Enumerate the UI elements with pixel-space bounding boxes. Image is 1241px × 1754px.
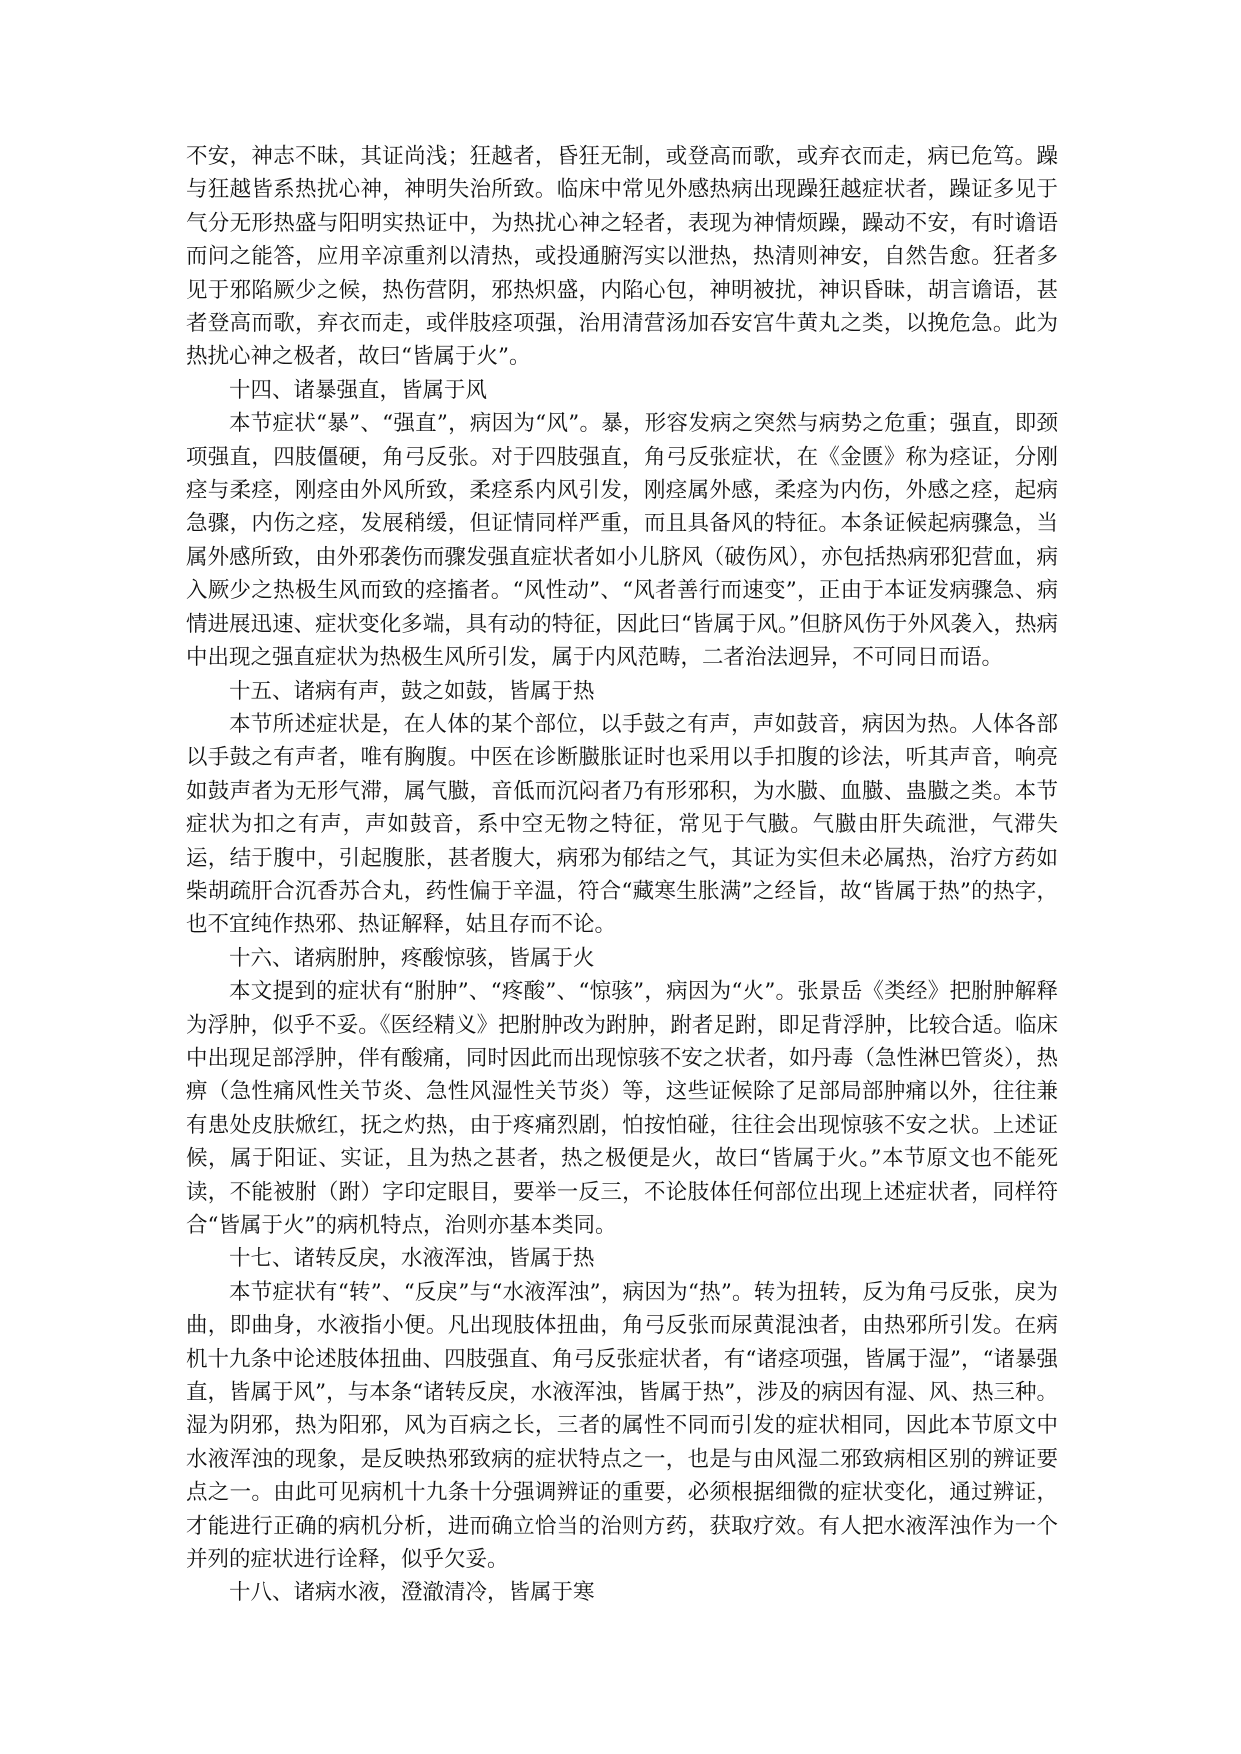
section-heading-17: 十七、诸转反戾，水液浑浊，皆属于热 xyxy=(229,1246,595,1272)
section-heading-14: 十四、诸暴强直，皆属于风 xyxy=(229,377,488,403)
section-heading-16: 十六、诸病胕肿，疼酸惊骇，皆属于火 xyxy=(229,945,595,971)
document-page xyxy=(186,140,1058,1610)
paragraph-section-17: 本节症状有“转”、“反戾”与“水液浑浊”，病因为“热”。转为扭转，反为角弓反张，戾为曲，即曲身，水液指小便。凡出现肢体扭曲，角弓反张而尿黄混浊者，由热邪所引发。在病机十九条中论述肢体扭曲、四肢强直、角弓反张症状者，有“诸痉项强，皆属于湿”，“诸暴强直，皆属于风”，与本条“诸转反戾，水液浑浊，皆属于热”，涉及的病因有湿、风、热三种。湿为阴邪，热为阳邪，风为百病之长，三者的属性不同而引发的症状相同，因此本节原文中水液浑浊的现象，是反映热邪致病的症状特点之一，也是与由风湿二邪致病相区别的辨证要点之一。由此可见病机十九条十分强调辨证的重要，必须根据细微的症状变化，通过辨证，才能进行正确的病机分析，进而确立恰当的治则方药，获取疗效。有人把水液浑浊作为一个并列的症状进行诠释，似乎欠妥。 xyxy=(186,1279,1058,1573)
paragraph-continuation: 不安，神志不昧，其证尚浅；狂越者，昏狂无制，或登高而歌，或弃衣而走，病已危笃。躁与狂越皆系热扰心神，神明失治所致。临床中常见外感热病出现躁狂越症状者，躁证多见于气分无形热盛与阳明实热证中，为热扰心神之轻者，表现为神情烦躁，躁动不安，有时谵语而问之能答，应用辛凉重剂以清热，或投通腑泻实以泄热，热清则神安，自然告愈。狂者多见于邪陷厥少之候，热伤营阴，邪热炽盛，内陷心包，神明被扰，神识昏昧，胡言谵语，甚者登高而歌，弃衣而走，或伴肢痉项强，治用清营汤加吞安宫牛黄丸之类，以挽危急。此为热扰心神之极者，故曰“皆属于火”。 xyxy=(186,144,1058,370)
paragraph-section-15: 本节所述症状是，在人体的某个部位，以手鼓之有声，声如鼓音，病因为热。人体各部以手鼓之有声者，唯有胸腹。中医在诊断臌胀证时也采用以手扣腹的诊法，听其声音，响亮如鼓声者为无形气滞，属气臌，音低而沉闷者乃有形邪积，为水臌、血臌、蛊臌之类。本节症状为扣之有声，声如鼓音，系中空无物之特征，常见于气臌。气臌由肝失疏泄，气滞失运，结于腹中，引起腹胀，甚者腹大，病邪为郁结之气，其证为实但未必属热，治疗方药如柴胡疏肝合沉香苏合丸，药性偏于辛温，符合“藏寒生胀满”之经旨，故“皆属于热”的热字，也不宜纯作热邪、热证解释，姑且存而不论。 xyxy=(186,711,1058,938)
paragraph-section-16: 本文提到的症状有“胕肿”、“疼酸”、“惊骇”，病因为“火”。张景岳《类经》把胕肿解释为浮肿，似乎不妥。《医经精义》把胕肿改为跗肿，跗者足跗，即足背浮肿，比较合适。临床中出现足部浮肿，伴有酸痛，同时因此而出现惊骇不安之状者，如丹毒（急性淋巴管炎），热痹（急性痛风性关节炎、急性风湿性关节炎）等，这些证候除了足部局部肿痛以外，往往兼有患处皮肤焮红，抚之灼热，由于疼痛烈剧，怕按怕碰，往往会出现惊骇不安之状。上述证候，属于阳证、实证，且为热之甚者，热之极便是火，故曰“皆属于火。”本节原文也不能死读，不能被胕（跗）字印定眼目，要举一反三，不论肢体任何部位出现上述症状者，同样符合“皆属于火”的病机特点，治则亦基本类同。 xyxy=(186,979,1058,1238)
section-heading-18: 十八、诸病水液，澄澈清冷，皆属于寒 xyxy=(229,1580,595,1606)
paragraph-section-14: 本节症状“暴”、“强直”，病因为“风”。暴，形容发病之突然与病势之危重；强直，即颈项强直，四肢僵硬，角弓反张。对于四肢强直，角弓反张症状，在《金匮》称为痉证，分刚痉与柔痉，刚痉由外风所致，柔痉系内风引发，刚痉属外感，柔痉为内伤，外感之痉，起病急骤，内伤之痉，发展稍缓，但证情同样严重，而且具备风的特征。本条证候起病骤急，当属外感所致，由外邪袭伤而骤发强直症状者如小儿脐风（破伤风），亦包括热病邪犯营血，病入厥少之热极生风而致的痉搐者。“风性动”、“风者善行而速变”，正由于本证发病骤急、病情进展迅速、症状变化多端，具有动的特征，因此曰“皆属于风。”但脐风伤于外风袭入，热病中出现之强直症状为热极生风所引发，属于内风范畴，二者治法迥异，不可同日而语。 xyxy=(186,411,1058,671)
section-heading-15: 十五、诸病有声，鼓之如鼓，皆属于热 xyxy=(229,678,595,704)
